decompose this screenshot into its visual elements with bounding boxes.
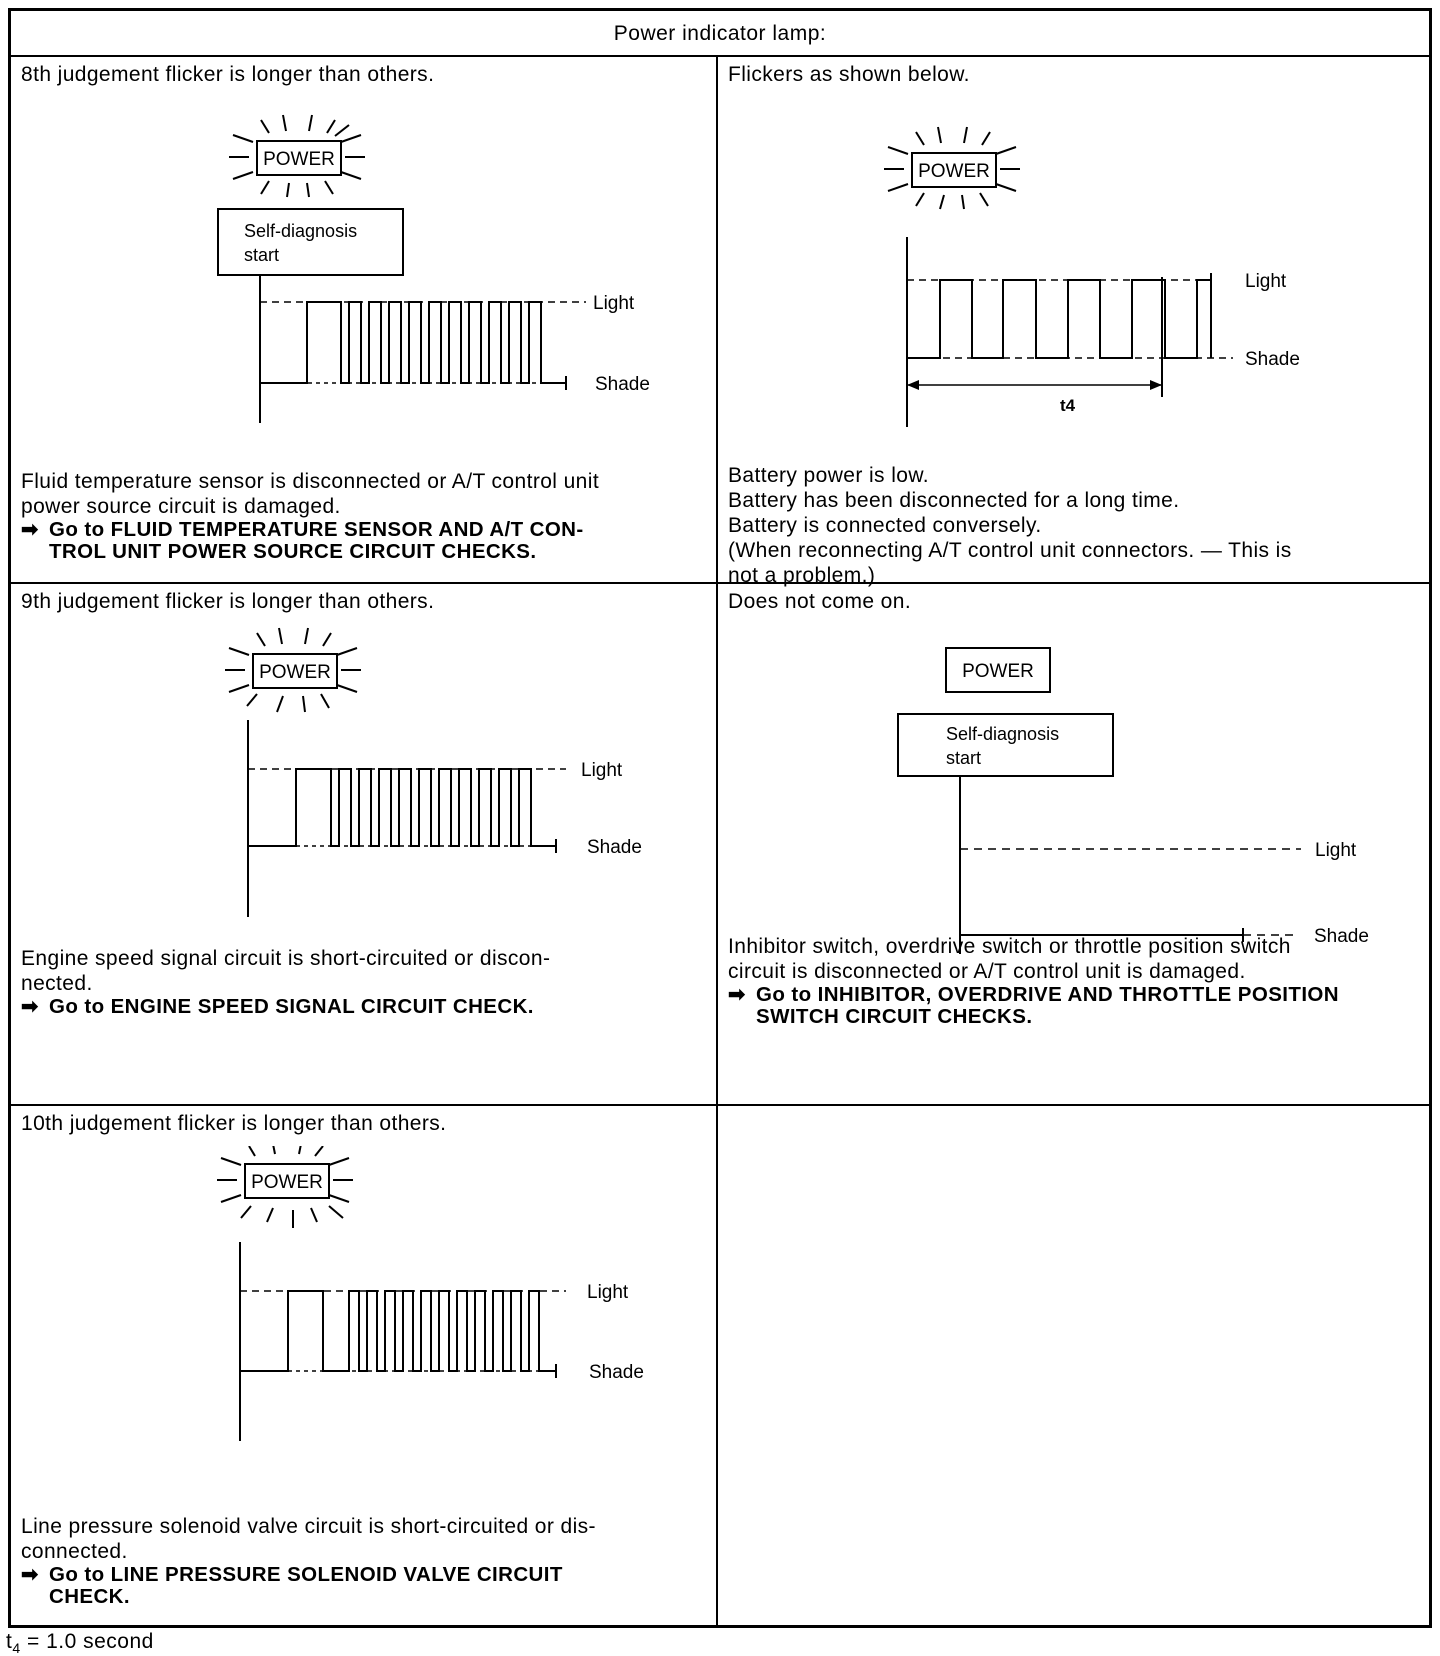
start-label: Self-diagnosis: [946, 724, 1060, 744]
arrow-right-icon: ➡: [21, 518, 39, 541]
table-header: Power indicator lamp:: [11, 11, 1429, 57]
description-line: Engine speed signal circuit is short-circuited or discon-: [21, 947, 551, 970]
cell-title: 9th judgement flicker is longer than others.: [21, 590, 435, 613]
arrow-right-icon: ➡: [21, 1563, 39, 1586]
cell-description: [21, 469, 599, 563]
cell-title: 8th judgement flicker is longer than others.: [21, 63, 435, 86]
flicker-waveform: [240, 1291, 556, 1371]
footnote-subscript: 4: [12, 1640, 21, 1656]
action-line: TROL UNIT POWER SOURCE CIRCUIT CHECKS.: [49, 540, 537, 563]
lamp-label: POWER: [263, 149, 335, 170]
shade-label: Shade: [587, 837, 642, 858]
cell-flickers-shown: [718, 57, 1432, 587]
action-line: SWITCH CIRCUIT CHECKS.: [756, 1005, 1033, 1028]
description-line: not a problem.): [728, 564, 876, 587]
description-line: circuit is disconnected or A/T control unit is damaged.: [728, 960, 1246, 983]
flicker-waveform: [248, 769, 556, 846]
start-label: Self-diagnosis: [244, 221, 358, 241]
description-line: Battery is connected conversely.: [728, 514, 1042, 537]
cell-9th-judgement: [11, 584, 716, 1104]
self-diagnosis-box: [218, 209, 403, 275]
description-line: connected.: [21, 1540, 128, 1563]
action-instruction: [728, 984, 1339, 1028]
action-instruction: [21, 519, 599, 563]
action-line: Go to LINE PRESSURE SOLENOID VALVE CIRCUIT: [49, 1563, 563, 1586]
light-label: Light: [587, 1282, 629, 1303]
description-line: Line pressure solenoid valve circuit is short-circuited or dis-: [21, 1515, 596, 1538]
start-label: start: [244, 245, 280, 265]
shade-label: Shade: [595, 374, 650, 395]
cell-title: 10th judgement flicker is longer than others.: [21, 1112, 447, 1135]
diagnosis-table: [8, 8, 1432, 1628]
flicker-waveform: [260, 302, 566, 383]
shade-label: Shade: [1245, 349, 1300, 370]
cell-does-not-come-on: [718, 584, 1432, 1104]
flicker-diagram: [11, 1146, 716, 1526]
action-instruction: [21, 996, 550, 1018]
shade-label: Shade: [1314, 926, 1369, 947]
cell-description: [728, 934, 1339, 1028]
cell-description: [21, 1514, 596, 1608]
cell-description: [728, 463, 1292, 588]
light-label: Light: [581, 760, 623, 781]
description-line: (When reconnecting A/T control unit connectors. — This is: [728, 539, 1292, 562]
action-line: Go to FLUID TEMPERATURE SENSOR AND A/T CON-: [49, 518, 584, 541]
footnote-symbol: t: [6, 1630, 13, 1653]
description-line: Fluid temperature sensor is disconnected or A/T control unit: [21, 470, 600, 493]
flicker-waveform: [907, 280, 1211, 358]
lamp-label: POWER: [251, 1172, 323, 1193]
lamp-label: POWER: [918, 161, 990, 182]
light-label: Light: [593, 293, 635, 314]
description-line: nected.: [21, 972, 93, 995]
flicker-diagram: [718, 97, 1432, 477]
cell-8th-judgement: [11, 57, 716, 582]
description-line: Inhibitor switch, overdrive switch or throttle position switch: [728, 935, 1291, 958]
flicker-diagram: [11, 97, 716, 497]
shade-label: Shade: [589, 1362, 644, 1383]
lamp-label: POWER: [259, 662, 331, 683]
period-label: t4: [1060, 396, 1076, 415]
footnote: [6, 1630, 154, 1656]
lamp-label: POWER: [962, 661, 1034, 682]
start-label: start: [946, 748, 982, 768]
light-label: Light: [1245, 271, 1287, 292]
description-line: power source circuit is damaged.: [21, 495, 341, 518]
cell-10th-judgement: [11, 1106, 716, 1628]
light-label: Light: [1315, 840, 1357, 861]
description-line: Battery has been disconnected for a long time.: [728, 489, 1180, 512]
cell-title: Flickers as shown below.: [728, 63, 970, 86]
action-line: Go to INHIBITOR, OVERDRIVE AND THROTTLE POSITION: [756, 983, 1339, 1006]
arrow-right-icon: ➡: [21, 995, 39, 1018]
action-line: Go to ENGINE SPEED SIGNAL CIRCUIT CHECK.: [49, 995, 534, 1018]
action-instruction: [21, 1564, 596, 1608]
description-line: Battery power is low.: [728, 464, 929, 487]
cell-title: Does not come on.: [728, 590, 912, 613]
cell-empty: [718, 1106, 1432, 1628]
action-line: CHECK.: [49, 1585, 130, 1608]
footnote-text: = 1.0 second: [20, 1630, 154, 1653]
arrow-right-icon: ➡: [728, 983, 746, 1006]
cell-description: [21, 946, 550, 1018]
